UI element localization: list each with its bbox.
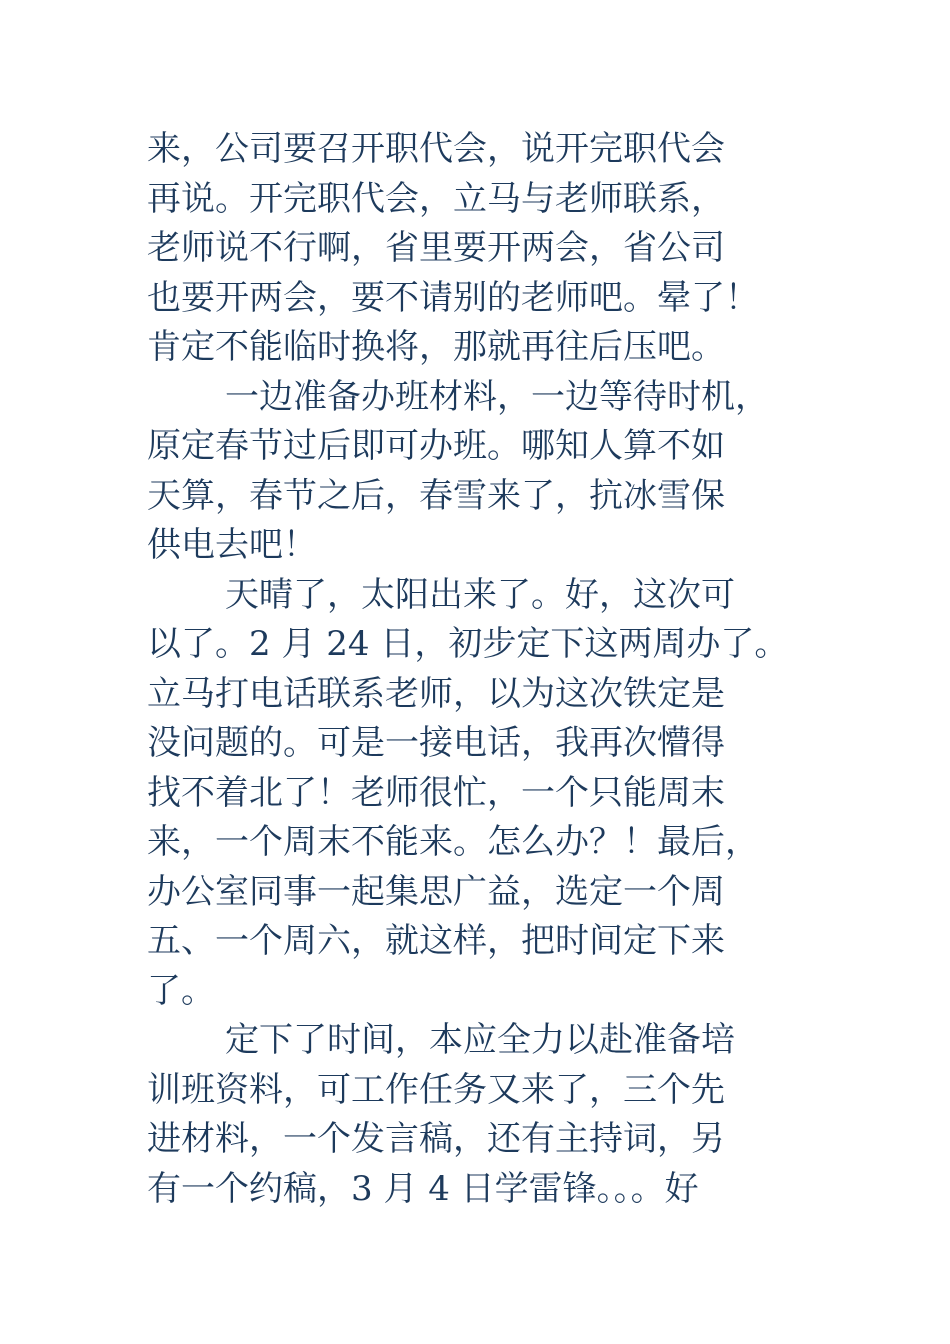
paragraph-first-line: 天晴了，太阳出来了。好，这次可 bbox=[225, 574, 735, 615]
paragraph-first-line: 一边准备办班材料，一边等待时机， bbox=[225, 376, 769, 417]
text-line: 有一个约稿，3 月 4 日学雷锋。。。好 bbox=[147, 1168, 699, 1209]
text-line: 没问题的。可是一接电话，我再次懵得 bbox=[147, 723, 725, 763]
text-line: 办公室同事一起集思广益，选定一个周 bbox=[147, 871, 725, 912]
text-line: 再说。开完职代会，立马与老师联系， bbox=[147, 178, 725, 219]
text-line: 立马打电话联系老师，以为这次铁定是 bbox=[147, 673, 725, 714]
text-line: 也要开两会，要不请别的老师吧。晕了！ bbox=[147, 277, 759, 318]
text-line: 以了。2 月 24 日，初步定下这两周办了。 bbox=[147, 624, 789, 664]
paragraph-first-line: 定下了时间，本应全力以赴准备培 bbox=[225, 1020, 735, 1060]
text-line: 进材料，一个发言稿，还有主持词，另 bbox=[147, 1119, 725, 1159]
text-line: 肯定不能临时换将，那就再往后压吧。 bbox=[147, 327, 725, 367]
text-line: 原定春节过后即可办班。哪知人算不如 bbox=[147, 426, 725, 466]
text-line: 来，一个周末不能来。怎么办？！最后， bbox=[147, 822, 759, 862]
text-line: 天算，春节之后，春雪来了，抗冰雪保 bbox=[147, 475, 725, 516]
text-line: 五、一个周六，就这样，把时间定下来 bbox=[147, 921, 725, 961]
text-line: 供电去吧！ bbox=[147, 525, 317, 565]
text-line: 训班资料，可工作任务又来了，三个先 bbox=[147, 1069, 725, 1110]
text-line: 找不着北了！老师很忙，一个只能周末 bbox=[147, 772, 725, 813]
text-line: 来，公司要召开职代会，说开完职代会 bbox=[147, 129, 725, 169]
body-text bbox=[147, 125, 837, 1214]
text-line: 老师说不行啊，省里要开两会，省公司 bbox=[147, 228, 725, 268]
text-line: 了。 bbox=[147, 970, 215, 1011]
